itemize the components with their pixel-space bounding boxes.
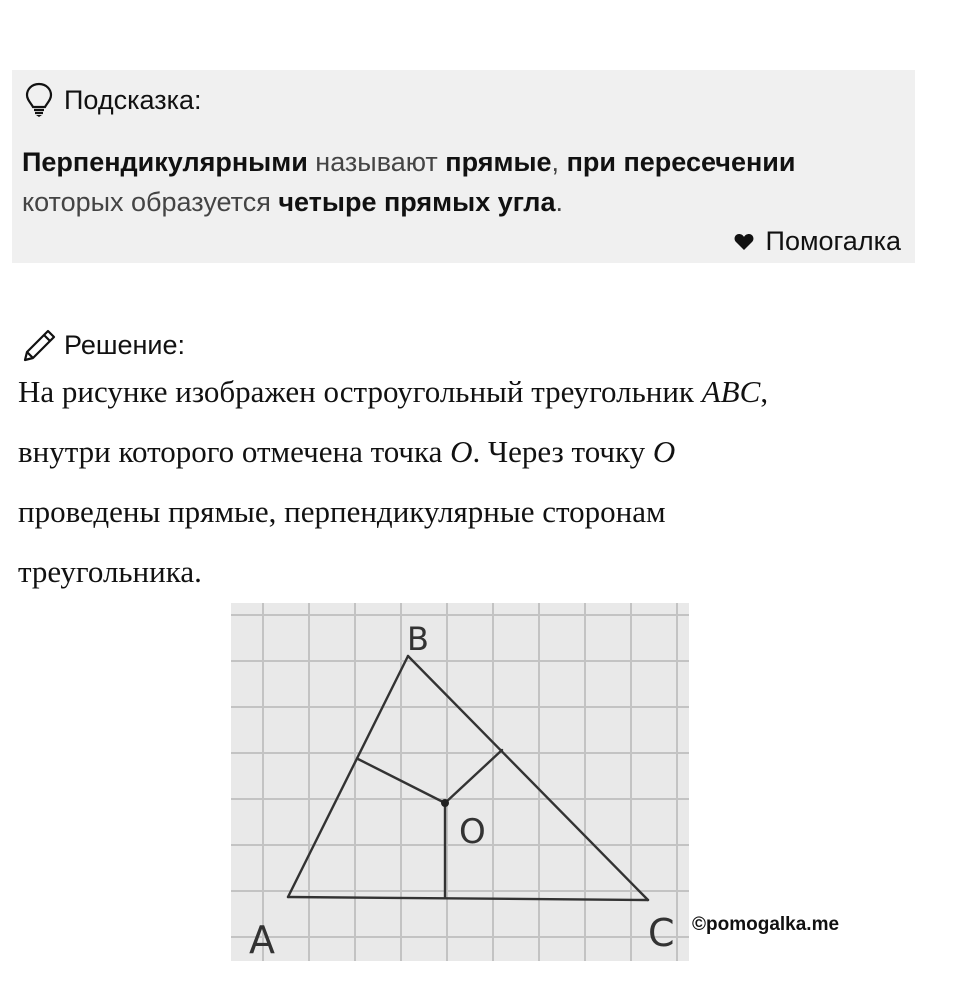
solution-text — [18, 362, 918, 602]
hint-term: Перпендикулярными — [22, 147, 308, 177]
lightbulb-icon — [24, 82, 54, 118]
watermark: ©pomogalka.me — [692, 914, 840, 935]
hint-term-angles: четыре прямых угла — [278, 187, 556, 217]
solution-text-part: , — [760, 374, 769, 409]
hint-text-part: , — [551, 147, 567, 177]
hint-credit — [734, 226, 901, 257]
hint-term-lines: прямые — [445, 147, 552, 177]
hint-text-part: которых образуется — [22, 187, 279, 217]
label-c: C — [648, 911, 675, 955]
solution-header — [22, 327, 185, 363]
heart-icon — [734, 233, 754, 251]
hint-text-part: . — [555, 187, 563, 217]
hint-term-intersection: при пересечении — [566, 147, 796, 177]
pencil-icon — [22, 327, 58, 363]
solution-line-3: проведены прямые, перпендикулярные сторонам — [18, 494, 666, 529]
triangle-name: ABC — [701, 374, 761, 409]
point-o — [441, 799, 449, 807]
figure-labels — [249, 620, 675, 961]
solution-line-1 — [18, 362, 918, 422]
triangle-figure — [231, 603, 689, 961]
label-o: O — [459, 812, 486, 852]
triangle-abc — [288, 656, 648, 900]
credit-label: Помогалка — [765, 226, 901, 256]
label-b: B — [407, 620, 429, 658]
figure-drawing — [231, 603, 689, 961]
solution-text-part: . Через точку — [472, 434, 653, 469]
solution-title: Решение: — [64, 329, 186, 360]
solution-text-part: внутри которого отмечена точка — [18, 434, 451, 469]
point-name: O — [652, 434, 676, 469]
grid-paper — [231, 603, 689, 961]
label-a: A — [249, 918, 275, 961]
solution-line-4: треугольника. — [18, 554, 202, 589]
solution-text-part: На рисунке изображен остроугольный треугольник — [18, 374, 702, 409]
solution-line-2 — [18, 422, 918, 482]
point-name: O — [450, 434, 473, 469]
hint-header — [24, 82, 202, 118]
hint-box — [12, 70, 915, 263]
hint-text-part: называют — [307, 147, 446, 177]
hint-text — [22, 142, 902, 222]
hint-title: Подсказка: — [64, 84, 202, 115]
